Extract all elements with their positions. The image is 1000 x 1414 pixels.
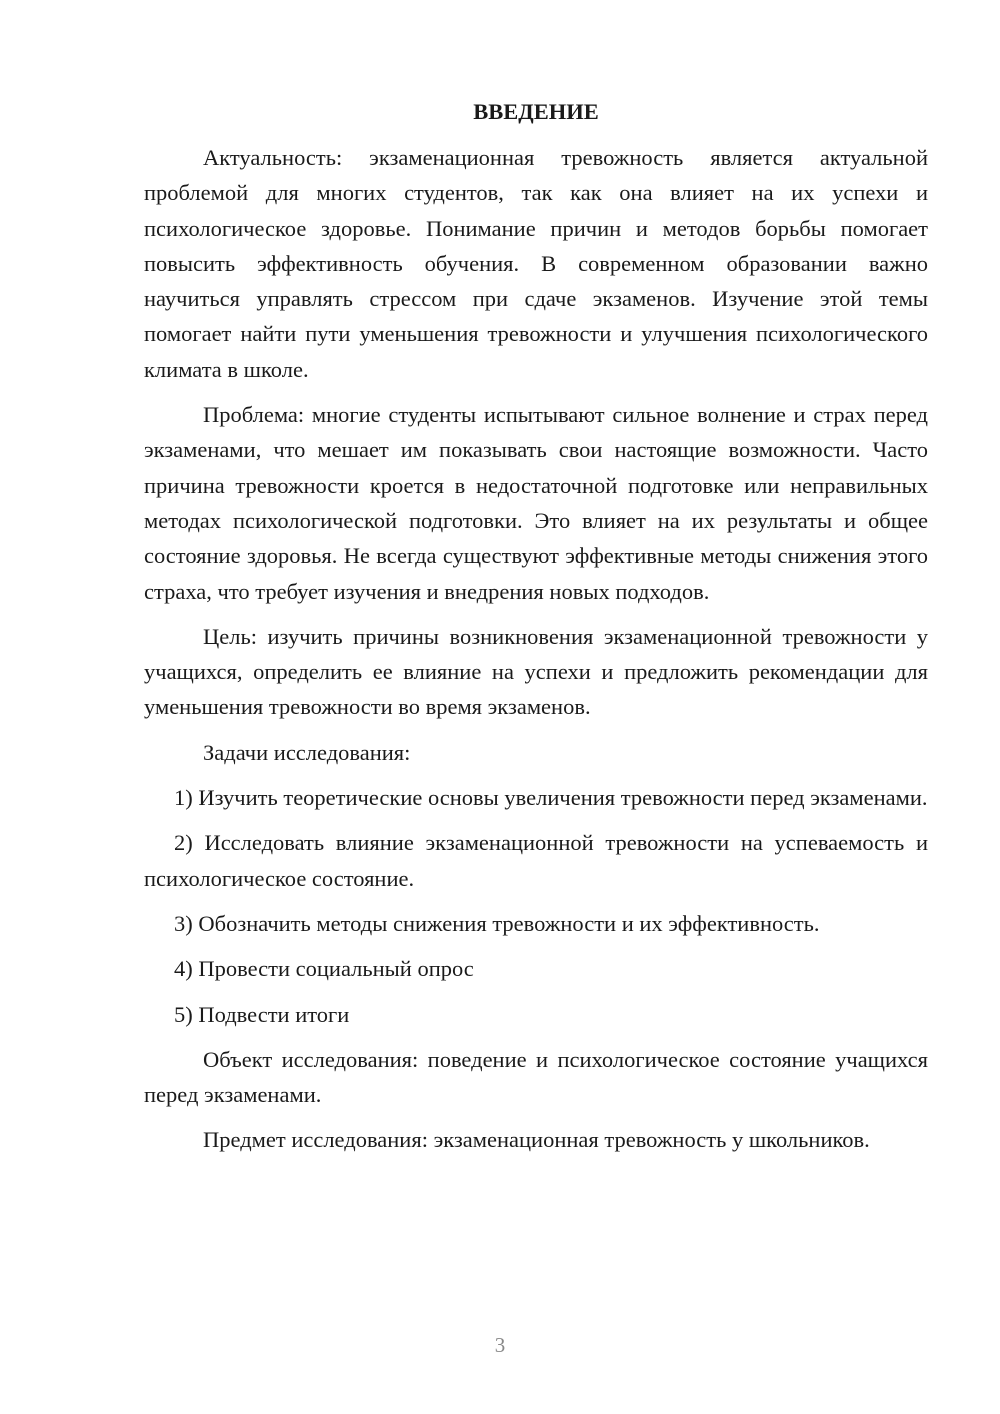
page-number: 3 (494, 1333, 506, 1357)
subject-paragraph: Предмет исследования: экзаменационная тревожность у школьников. (203, 1127, 870, 1153)
task-item-4: 4) Провести социальный опрос (174, 956, 474, 982)
tasks-heading: Задачи исследования: (203, 739, 411, 765)
task-item-1: 1) Изучить теоретические основы увеличения тревожности перед экзаменами. (174, 785, 928, 811)
task-item-3: 3) Обозначить методы снижения тревожности и их эффективность. (174, 910, 820, 936)
document-page (144, 94, 928, 1168)
task-item-2: 2) Исследовать влияние экзаменационной тревожности на успеваемость и психологическое состояние. (144, 830, 928, 891)
object-paragraph: Объект исследования: поведение и психологическое состояние учащихся перед экзаменами. (144, 1046, 928, 1108)
goal-paragraph: Цель: изучить причины возникновения экзаменационной тревожности у учащихся, определить ее влияние на успехи и предложить рекомендации для уменьшения тревожности во время экзаменов. (144, 623, 928, 720)
problem-paragraph: Проблема: многие студенты испытывают сильное волнение и страх перед экзаменами, что мешает им показывать свои настоящие возможности. Часто причина тревожности кроется в недостаточной подготовке или неправильных методах психологической подготовки. Это влияет на их результаты и общее состояние здоровья. Не всегда существуют эффективные методы снижения этого страха, что требует изучения и внедрения новых подходов. (144, 402, 928, 604)
section-title: ВВЕДЕНИЕ (473, 99, 599, 124)
task-item-5: 5) Подвести итоги (174, 1001, 350, 1027)
relevance-paragraph: Актуальность: экзаменационная тревожность является актуальной проблемой для многих студентов, так как она влияет на их успехи и психологическое здоровье. Понимание причин и методов борьбы помогает повысить эффективность обучения. В современном образовании важно научиться управлять стрессом при сдаче экзаменов. Изучение этой темы помогает найти пути уменьшения тревожности и улучшения психологического климата в школе. (144, 145, 928, 382)
